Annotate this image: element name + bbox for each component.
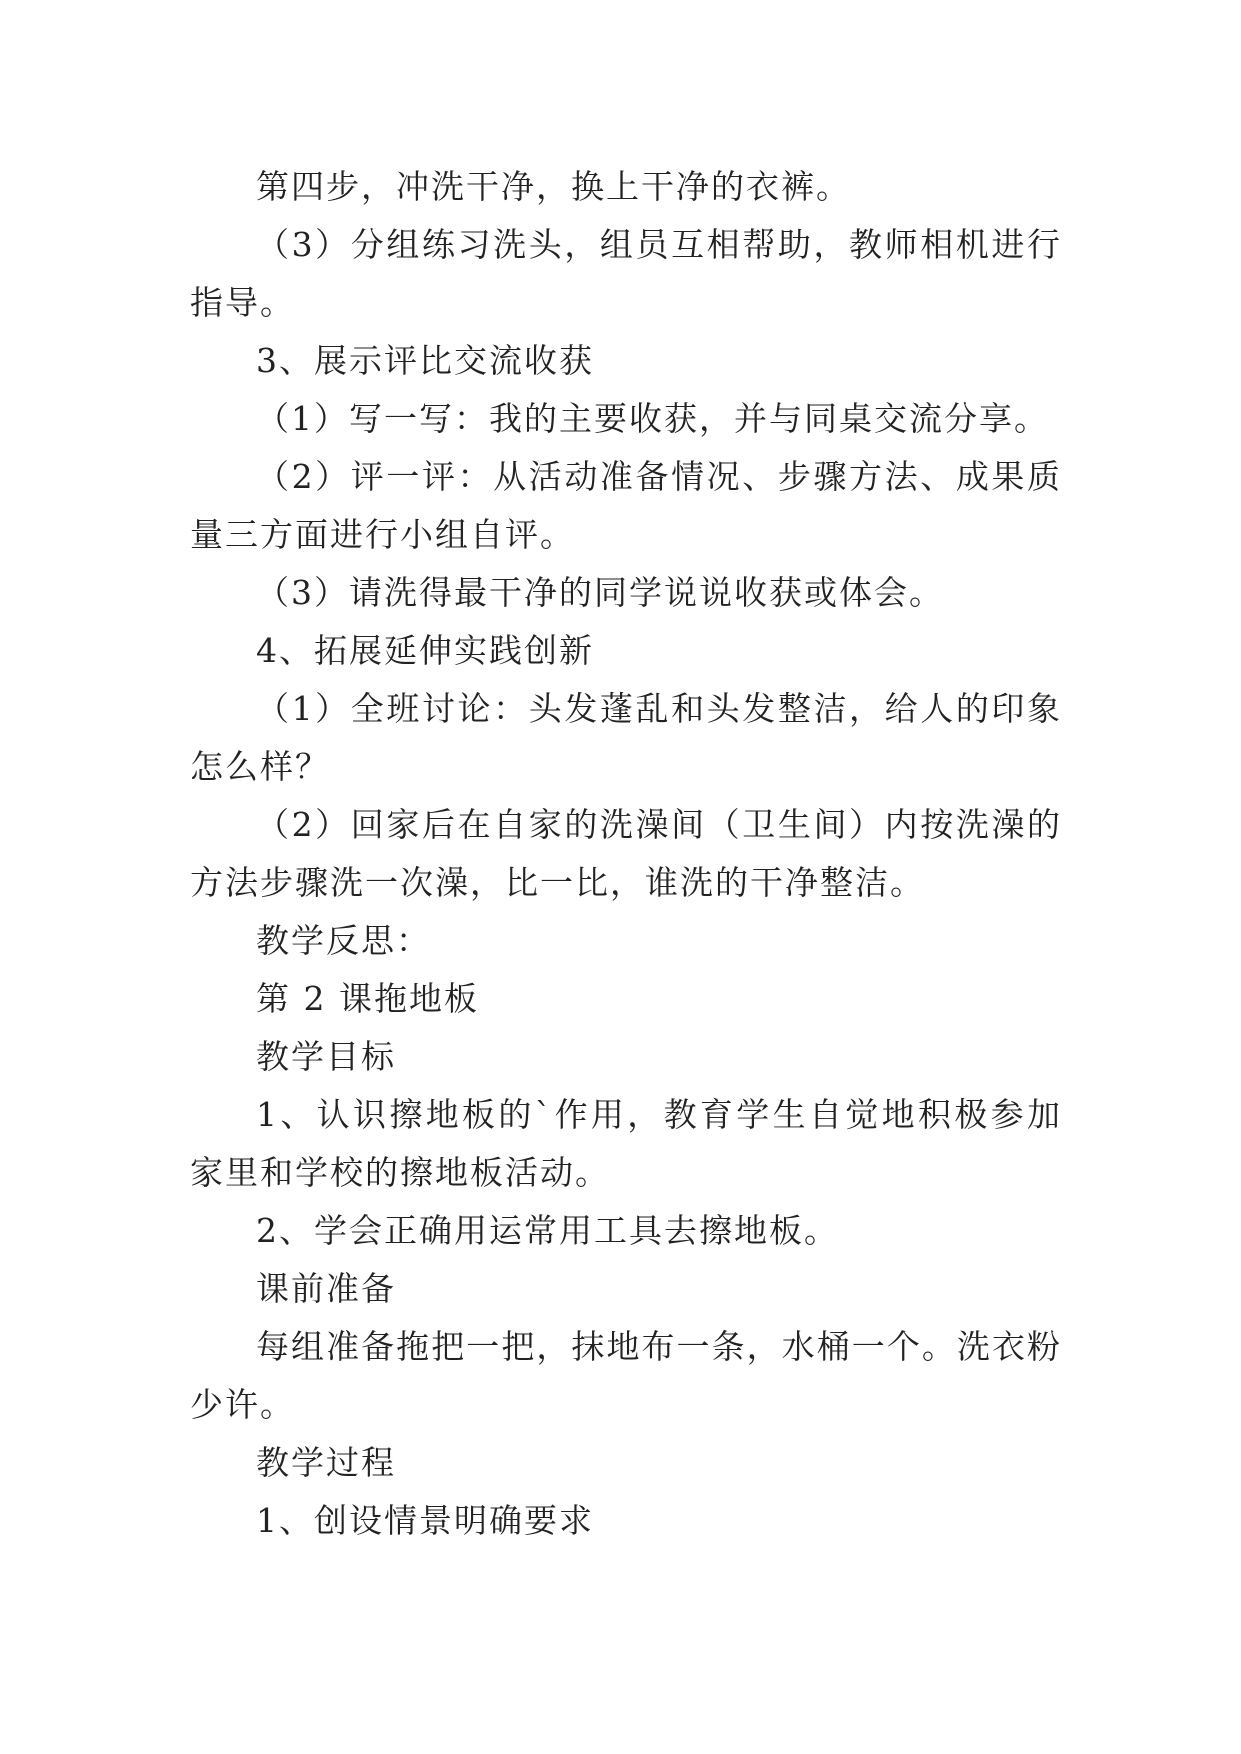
paragraph: （3）请洗得最干净的同学说说收获或体会。 bbox=[256, 573, 944, 612]
section-heading: 第 2 课拖地板 bbox=[256, 979, 479, 1018]
paragraph: 教学反思： bbox=[256, 921, 431, 960]
paragraph: 1、认识擦地板的`作用，教育学生自觉地积极参加家里和学校的擦地板活动。 bbox=[190, 1095, 1062, 1192]
paragraph: （3）分组练习洗头，组员互相帮助，教师相机进行指导。 bbox=[190, 225, 1062, 322]
paragraph: （2）评一评：从活动准备情况、步骤方法、成果质量三方面进行小组自评。 bbox=[190, 457, 1062, 554]
paragraph: （1）全班讨论：头发蓬乱和头发整洁，给人的印象怎么样？ bbox=[190, 689, 1062, 786]
paragraph: 4、拓展延伸实践创新 bbox=[256, 631, 594, 670]
paragraph: 每组准备拖把一把，抹地布一条，水桶一个。洗衣粉少许。 bbox=[190, 1327, 1062, 1424]
paragraph: 课前准备 bbox=[256, 1269, 396, 1308]
paragraph: （1）写一写：我的主要收获，并与同桌交流分享。 bbox=[256, 399, 1049, 438]
paragraph: 3、展示评比交流收获 bbox=[256, 341, 594, 380]
paragraph: 教学目标 bbox=[256, 1037, 396, 1076]
paragraph: 1、创设情景明确要求 bbox=[256, 1501, 594, 1540]
document-body bbox=[190, 158, 1062, 1550]
paragraph: （2）回家后在自家的洗澡间（卫生间）内按洗澡的方法步骤洗一次澡，比一比，谁洗的干净整洁。 bbox=[190, 805, 1062, 902]
paragraph: 第四步，冲洗干净，换上干净的衣裤。 bbox=[256, 167, 851, 206]
paragraph: 2、学会正确用运常用工具去擦地板。 bbox=[256, 1211, 839, 1250]
paragraph: 教学过程 bbox=[256, 1443, 396, 1482]
